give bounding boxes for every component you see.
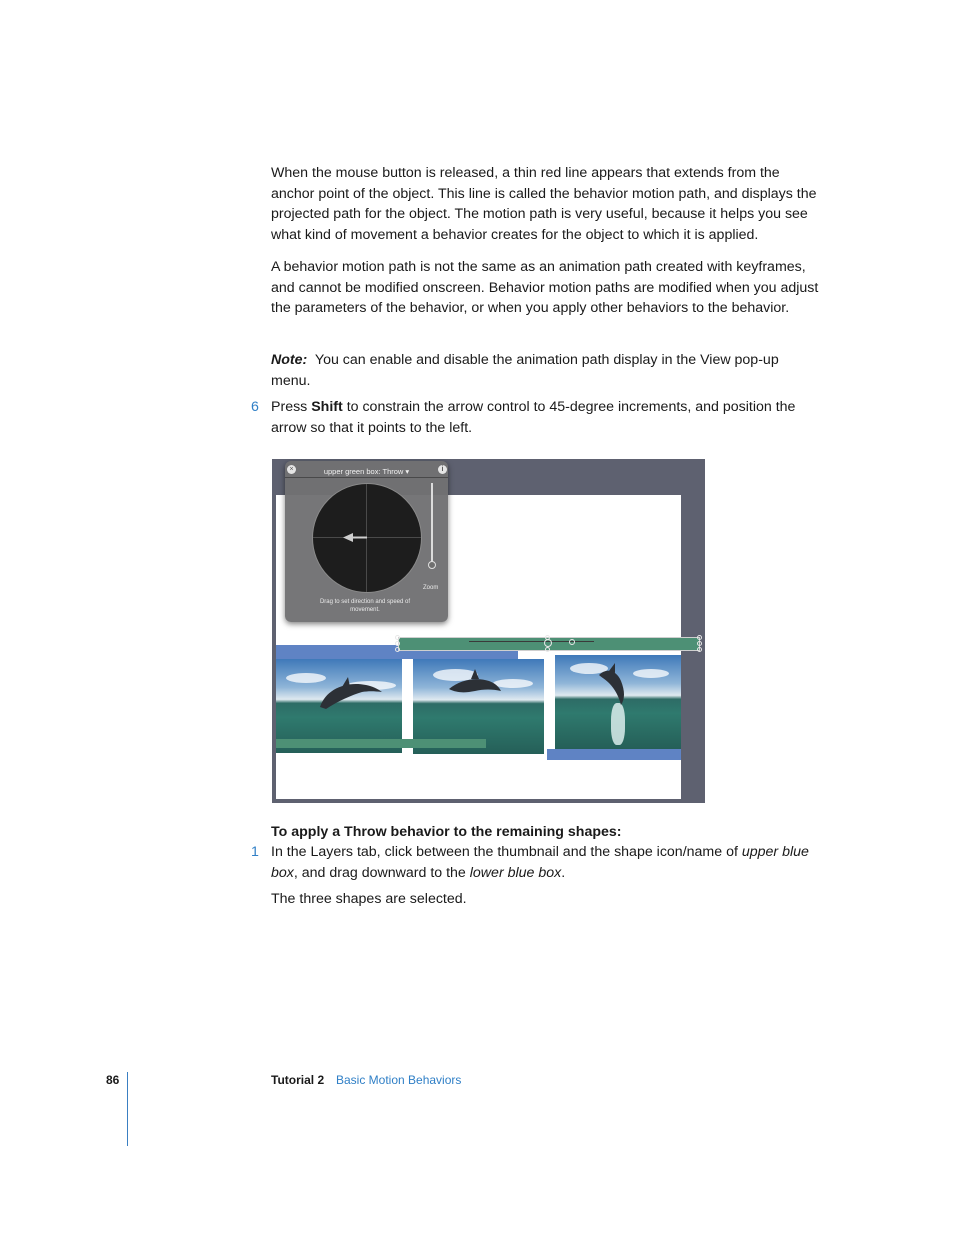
step-1-text-c: . — [561, 864, 566, 881]
paragraph-motion-path: When the mouse button is released, a thin red line appears that extends from the anchor point of the object. This line is called the behavior motion path, and displays the projected path for the object. The motion path is very useful, because it helps you see what kind of movement a behavior creates for the object to which it is applied. — [271, 165, 817, 243]
motion-path-endpoint[interactable] — [569, 639, 575, 645]
step-1-text-a: In the Layers tab, click between the thumbnail and the shape icon/name of — [271, 844, 742, 860]
anchor-point[interactable] — [544, 639, 552, 647]
step-6-text-after: to constrain the arrow control to 45-degree increments, and position the arrow so that it points to the left. — [271, 399, 796, 436]
footer-rule — [127, 1072, 128, 1146]
selection-handle[interactable] — [395, 641, 400, 646]
selection-handle[interactable] — [545, 647, 550, 652]
selection-handle[interactable] — [697, 647, 702, 652]
selection-handle[interactable] — [395, 635, 400, 640]
direction-dial[interactable] — [312, 483, 422, 593]
note — [271, 350, 819, 391]
throw-hud[interactable] — [285, 461, 448, 622]
zoom-label: Zoom — [423, 585, 439, 591]
note-label: Note: — [271, 352, 308, 368]
step-1-text-b: , and drag downward to the — [293, 864, 470, 881]
footer-chapter-title[interactable]: Basic Motion Behaviors — [336, 1073, 462, 1087]
step-6 — [271, 397, 819, 438]
result-text: The three shapes are selected. — [271, 891, 467, 907]
shift-key: Shift — [311, 399, 343, 415]
direction-arrow-icon[interactable] — [313, 484, 421, 592]
lower-blue-box[interactable] — [547, 749, 681, 760]
selection-handle[interactable] — [395, 647, 400, 652]
footer-chapter: Tutorial 2 — [271, 1073, 325, 1087]
lower-green-box[interactable] — [276, 739, 486, 748]
step-number: 1 — [251, 844, 259, 860]
upper-blue-box-name: upper blue box — [271, 844, 809, 881]
dolphin-photo-3[interactable] — [555, 655, 681, 749]
step-1 — [271, 842, 819, 883]
info-icon[interactable]: i — [438, 465, 447, 474]
close-icon[interactable]: × — [287, 465, 296, 474]
note-text: You can enable and disable the animation path display in the View pop-up menu. — [271, 352, 779, 389]
selection-handle[interactable] — [697, 641, 702, 646]
task-heading: To apply a Throw behavior to the remaining shapes: — [271, 824, 622, 840]
step-6-text-before: Press — [271, 399, 312, 415]
step-number: 6 — [251, 399, 259, 415]
lower-blue-box-name: lower blue box — [469, 864, 562, 881]
hud-title[interactable]: upper green box: Throw ▾ — [323, 467, 410, 476]
hud-divider — [285, 477, 448, 478]
selection-handle[interactable] — [697, 635, 702, 640]
zoom-slider-track[interactable] — [431, 483, 433, 563]
hud-caption: Drag to set direction and speed of movement. — [319, 599, 411, 613]
zoom-slider-knob[interactable] — [428, 561, 436, 569]
behavior-motion-path — [469, 641, 594, 642]
canvas-screenshot — [272, 459, 705, 803]
paragraph-behavior-path: A behavior motion path is not the same as an animation path created with keyframes, and cannot be modified onscreen. Behavior motion paths are modified when you adjust the parameters of the behavior, or when you apply other behaviors to the behavior. — [271, 259, 819, 316]
page-number: 86 — [106, 1073, 120, 1087]
